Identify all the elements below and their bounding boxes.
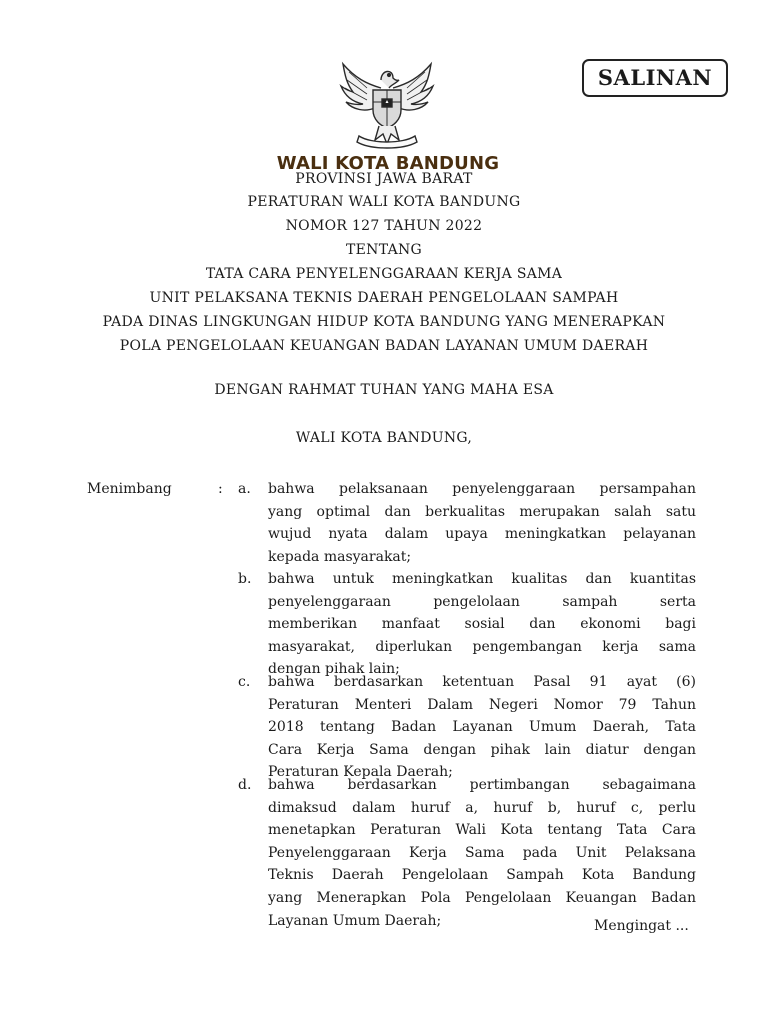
item-line: menetapkan Peraturan Wali Kota tentang Tata Cara xyxy=(268,822,696,839)
item-line: Penyelenggaraan Kerja Sama pada Unit Pelaksana xyxy=(268,844,696,861)
consideration-item-a xyxy=(268,478,696,568)
item-letter: c. xyxy=(238,674,251,690)
considering-label: Menimbang xyxy=(87,481,172,497)
regulation-number: NOMOR 127 TAHUN 2022 xyxy=(285,218,483,234)
consideration-item-d xyxy=(268,774,696,932)
item-line: wujud nyata dalam upaya meningkatkan pelayanan xyxy=(268,526,696,543)
item-line: Layanan Umum Daerah; xyxy=(268,912,442,929)
province-heading: PROVINSI JAWA BARAT xyxy=(295,171,473,187)
item-line: memberikan manfaat sosial dan ekonomi bagi xyxy=(268,616,696,633)
title-line: PADA DINAS LINGKUNGAN HIDUP KOTA BANDUNG YANG MENERAPKAN xyxy=(102,314,666,330)
about-heading: TENTANG xyxy=(345,242,423,258)
title-line: UNIT PELAKSANA TEKNIS DAERAH PENGELOLAAN SAMPAH xyxy=(149,290,619,306)
item-line: bahwa berdasarkan pertimbangan sebagaimana xyxy=(268,777,696,793)
item-line: penyelenggaraan pengelolaan sampah serta xyxy=(268,593,696,610)
item-letter: b. xyxy=(238,571,252,587)
next-page-catchword: Mengingat ... xyxy=(594,918,689,934)
item-line: Cara Kerja Sama dengan pihak lain diatur dengan xyxy=(268,741,696,758)
salinan-stamp: SALINAN xyxy=(582,59,728,97)
item-line: dimaksud dalam huruf a, huruf b, huruf c, perlu xyxy=(268,799,696,816)
item-letter: d. xyxy=(238,777,252,793)
item-line: dengan pihak lain; xyxy=(268,661,400,678)
consideration-item-b xyxy=(268,568,696,681)
item-line: masyarakat, diperlukan pengembangan kerja sama xyxy=(268,638,696,655)
title-line: TATA CARA PENYELENGGARAAN KERJA SAMA xyxy=(205,266,563,282)
consideration-item-c xyxy=(268,671,696,784)
item-line: kepada masyarakat; xyxy=(268,548,412,565)
item-line: Peraturan Menteri Dalam Negeri Nomor 79 Tahun xyxy=(268,696,696,713)
blessing-line: DENGAN RAHMAT TUHAN YANG MAHA ESA xyxy=(214,382,554,398)
title-line: POLA PENGELOLAAN KEUANGAN BADAN LAYANAN UMUM DAERAH xyxy=(119,338,649,354)
item-line: bahwa pelaksanaan penyelenggaraan persampahan xyxy=(268,481,696,497)
regulation-heading: PERATURAN WALI KOTA BANDUNG xyxy=(247,194,521,210)
item-line: bahwa berdasarkan ketentuan Pasal 91 ayat (6) xyxy=(268,674,696,690)
considering-colon: : xyxy=(218,481,223,497)
item-line: 2018 tentang Badan Layanan Umum Daerah, Tata xyxy=(268,719,696,736)
item-letter: a. xyxy=(238,481,251,497)
garuda-emblem-icon xyxy=(337,58,437,154)
item-line: bahwa untuk meningkatkan kualitas dan kuantitas xyxy=(268,571,696,587)
item-line: yang Menerapkan Pola Pengelolaan Keuangan Badan xyxy=(268,889,696,906)
item-line: Peraturan Kepala Daerah; xyxy=(268,764,453,781)
authority-line: WALI KOTA BANDUNG, xyxy=(295,430,473,446)
issuer-brand: WALI KOTA BANDUNG xyxy=(276,153,500,174)
item-line: yang optimal dan berkualitas merupakan salah satu xyxy=(268,503,696,520)
item-line: Teknis Daerah Pengelolaan Sampah Kota Bandung xyxy=(268,867,696,884)
